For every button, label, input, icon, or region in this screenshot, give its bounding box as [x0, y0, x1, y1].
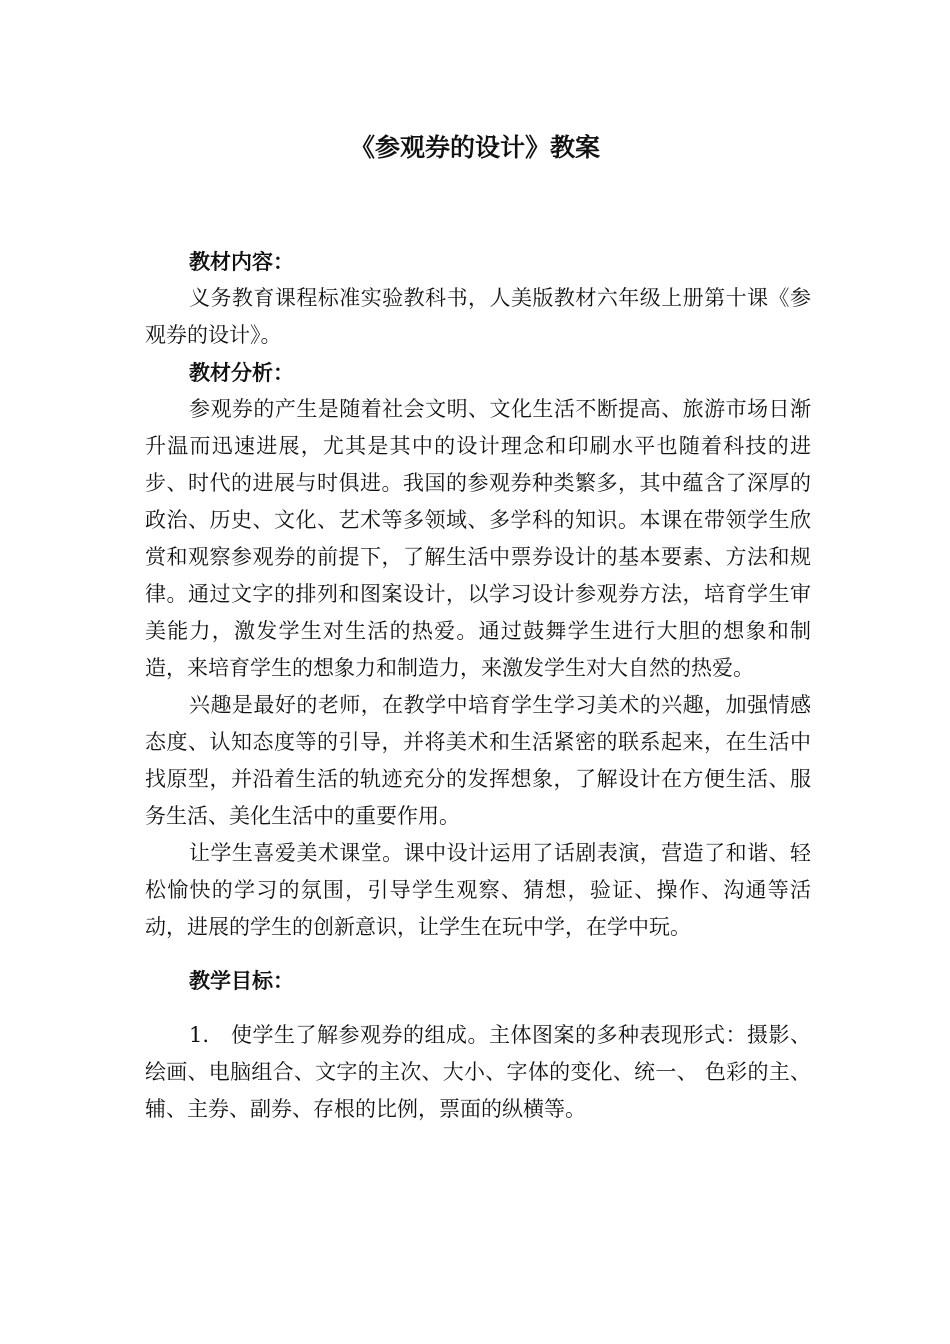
- material-analysis-heading: 教材分析：: [189, 360, 294, 385]
- material-content-text: 义务教育课程标准实验教科书，人美版教材六年级上册第十课《参观券的设计》。: [145, 286, 811, 347]
- material-analysis-paragraph-3: 让学生喜爱美术课堂。课中设计运用了话剧表演，营造了和谐、轻松愉快的学习的氛围，引导学生观察、猜想，验证、操作、沟通等活动，进展的学生的创新意识，让学生在玩中学，在学中玩。: [145, 841, 811, 939]
- teaching-goals-heading: 教学目标：: [189, 968, 294, 993]
- document-body: [145, 243, 811, 1128]
- material-analysis-paragraph-1: 参观券的产生是随着社会文明、文化生活不断提高、旅游市场日渐升温而迅速进展，尤其是其中的设计理念和印刷水平也随着科技的进步、时代的进展与时俱进。我国的参观券种类繁多，其中蕴含了深厚的政治、历史、文化、艺术等多领域、多学科的知识。本课在带领学生欣赏和观察参观券的前提下，了解生活中票券设计的基本要素、方法和规律。通过文字的排列和图案设计，以学习设计参观券方法，培育学生审美能力，激发学生对生活的热爱。通过鼓舞学生进行大胆的想象和制造，来培育学生的想象力和制造力，来激发学生对大自然的热爱。: [145, 397, 811, 680]
- teaching-goal-item-1: 1. 使学生了解参观券的组成。主体图案的多种表现形式：摄影、绘画、电脑组合、文字的主次、大小、字体的变化、统一、 色彩的主、辅、主券、副券、存根的比例，票面的纵横等。: [145, 1023, 811, 1121]
- document-title: 《参观券的设计》教案: [349, 133, 600, 162]
- material-analysis-paragraph-2: 兴趣是最好的老师，在教学中培育学生学习美术的兴趣，加强情感 态度、认知态度等的引导，并将美术和生活紧密的联系起来，在生活中找原型，并沿着生活的轨迹充分的发挥想象，了解设计在方便生活、服务生活、美化生活中的重要作用。: [145, 693, 811, 828]
- material-content-heading: 教材内容：: [189, 249, 294, 274]
